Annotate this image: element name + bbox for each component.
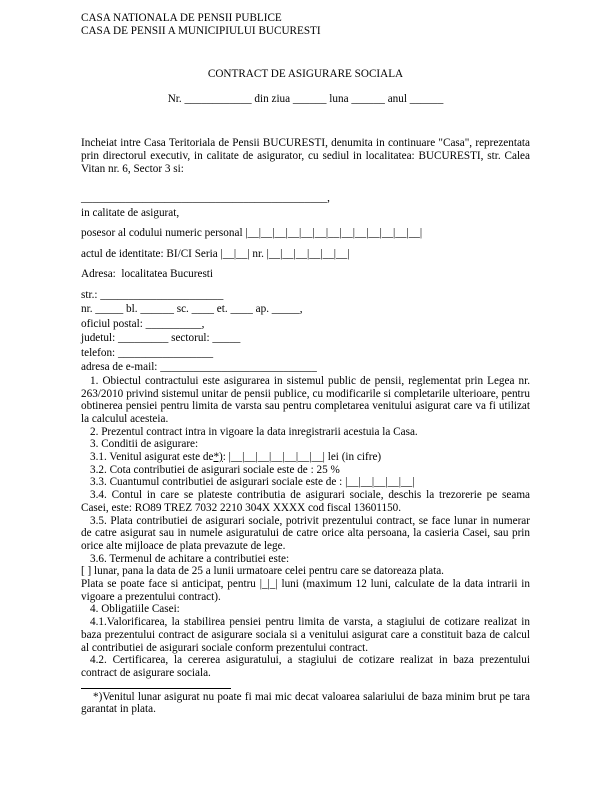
clause-3-1-text: 3.1. Venitul asigurat este de	[90, 451, 214, 464]
document-title: CONTRACT DE ASIGURARE SOCIALA	[207, 68, 404, 80]
clause-4: 4. Obligatiile Casei:	[90, 603, 180, 616]
clause-3-6-monthly-option: [ ] lunar, pana la data de 25 a lunii urmatoare celei pentru care se datoreaza plata.	[81, 565, 444, 578]
clause-3-6-advance: Plata se poate face si anticipat, pentru |_|_| luni (maximum 12 luni, calculate de la data intrarii in vigoare a prezentului contract).	[81, 578, 530, 603]
address-locality: Adresa: localitatea Bucuresti	[81, 268, 214, 281]
contract-number-line: Nr. ____________ din ziua ______ luna ______ anul ______	[167, 92, 444, 105]
clause-4-1: 4.1.Valorificarea, la stabilirea pensiei pentru limita de varsta, a stagiului de cotizare realizat in baza prezentului contract de asigurare sociala si a venitului asigurat care a constituit baza de calcul al contributiei de asigurari sociale conform prezentului contract.	[81, 616, 530, 654]
document-header	[81, 12, 530, 38]
email-field: adresa de e-mail: ____________________________	[81, 361, 317, 374]
insured-role: in calitate de asigurat,	[81, 206, 180, 219]
document-page	[81, 12, 530, 716]
clause-3-3: 3.3. Cuantumul contributiei de asigurari sociale este de : |__|__|__|__|__|	[90, 476, 415, 489]
postal-office-field: oficiul postal: __________,	[81, 317, 205, 330]
footnote-marker: *)	[213, 451, 223, 464]
clause-4-2: 4.2. Certificarea, la cererea asiguratului, a stagiului de cotizare realizat in baza prezentului contract de asigurare sociala.	[81, 654, 530, 679]
clause-1: 1. Obiectul contractului este asigurarea in sistemul public de pensii, reglementat prin Legea nr. 263/2010 privind sistemul unitar de pensii publice, cu modificarile si completarile ulterioare, pentru obtinerea pensiei pentru limita de varsta sau pentru completarea venitului asigurat care va fi utilizat la calculul acesteia.	[81, 374, 530, 425]
clause-3-5: 3.5. Plata contributiei de asigurari sociale, potrivit prezentului contract, se face lunar in numerar de catre asigurat sau in numele asiguratului de catre orice alta persoana, la casieria Casei, sau prin orice alte mijloace de plata prevazute de lege.	[81, 514, 530, 552]
clause-3-6: 3.6. Termenul de achitare a contributiei este:	[90, 552, 290, 565]
clause-3-2: 3.2. Cota contributiei de asigurari sociale este de : 25 %	[90, 463, 340, 476]
clause-3-1	[81, 451, 530, 464]
street-field: str.: ______________________	[81, 288, 224, 301]
phone-field: telefon: _________________	[81, 346, 214, 359]
intro-paragraph: Incheiat intre Casa Teritoriala de Pensii BUCURESTI, denumita in continuare "Casa", reprezentata prin directorul executiv, in calitate de asigurator, cu sediul in localitatea: BUCURESTI, str. Calea Vitan nr. 6, Sector 3 si:	[81, 137, 530, 175]
footnote-text: *)Venitul lunar asigurat nu poate fi mai mic decat valoarea salariului de baza minim brut pe tara garantat in plata.	[81, 690, 530, 716]
clause-3-4: 3.4. Contul in care se plateste contributia de asigurari sociale, deschis la trezorerie pe seama Casei, este: RO89 TREZ 7032 2210 304X XXXX cod fiscal 13601150.	[81, 489, 530, 514]
institution-subname: CASA DE PENSII A MUNICIPIULUI BUCURESTI	[81, 25, 321, 37]
cnp-field: posesor al codului numeric personal |__|__|__|__|__|__|__|__|__|__|__|__|__|	[81, 227, 423, 240]
id-document-field: actul de identitate: BI/CI Seria |__|__| nr. |__|__|__|__|__|__|	[81, 247, 350, 260]
building-numbers-field: nr. _____ bl. ______ sc. ____ et. ____ ap. _____,	[81, 303, 303, 316]
institution-name: CASA NATIONALA DE PENSII PUBLICE	[81, 12, 282, 24]
insured-name-blank: ____________________________________________,	[81, 192, 330, 205]
clause-2: 2. Prezentul contract intra in vigoare la data inregistrarii acestuia la Casa.	[90, 425, 418, 438]
footnote-divider	[81, 688, 231, 689]
insured-income-boxes: : |__|__|__|__|__|__|__| lei (in cifre)	[222, 451, 382, 464]
clause-3: 3. Conditii de asigurare:	[90, 438, 199, 451]
county-sector-field: judetul: _________ sectorul: _____	[81, 332, 241, 345]
